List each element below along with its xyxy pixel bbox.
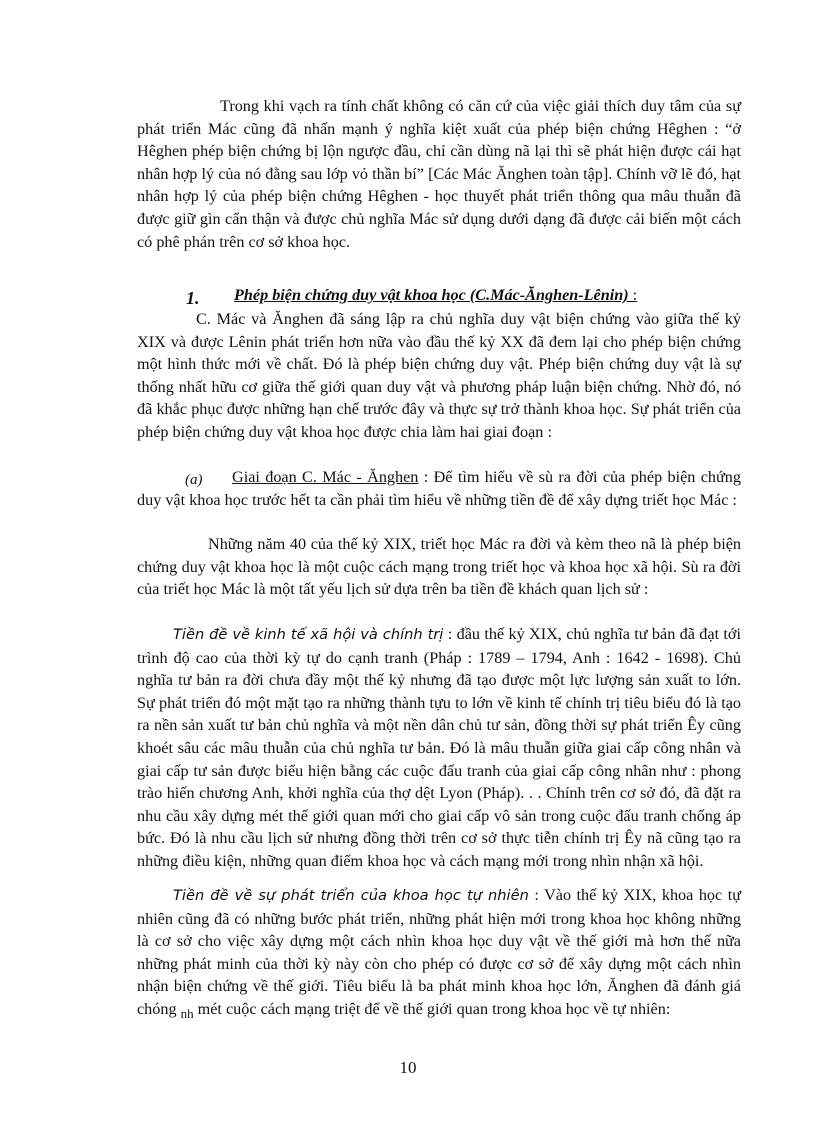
section-number: 1.: [186, 288, 200, 308]
paragraph-marx-birth: [137, 533, 741, 601]
paragraph-socioeconomic-body: [137, 623, 741, 873]
nh-fragment: nh: [180, 1005, 194, 1021]
paragraph-marx-birth-text: Những năm 40 của thế kỷ XIX, triết học Mác ra đời và kèm theo nã là phép biện chứng duy vật khoa học là một cuộc cách mạng trong triết học và khoa học xã hội. Sù ra đời của triết học Mác là một tất yếu lịch sử dựa trên ba tiền đề khách quan lịch sử :: [137, 535, 741, 599]
natural-science-text: : Vào thế kỷ XIX, khoa học tự nhiên cũng đã có những bước phát triển, những phát hiện mới trong khoa học không những là cơ sở cho việc xây dựng một cách nhìn khoa học duy vật về thế giới mà hơn thế nữa những phát minh của thời kỳ này còn cho phép có được cơ sở để xây dựng một cách nhìn nhận biện chứng về thế giới. Tiêu biểu là ba phát minh khoa học lớn, Ănghen đã đánh giá chóng: [137, 886, 741, 1018]
stage-a-paragraph: [137, 466, 741, 511]
section-title-wrap: [234, 286, 637, 305]
paragraph-natural-science-body: [137, 884, 741, 1022]
natural-science-tail: mét cuộc cách mạng triệt để về thế giới quan trong khoa học về tự nhiên:: [193, 999, 671, 1018]
natural-science-lead: Tiền đề về sự phát triển của khoa học tự nhiên: [173, 887, 529, 904]
paragraph-dialectics-text: C. Mác và Ănghen đã sáng lập ra chủ nghĩa duy vật biện chứng vào giữa thế kỷ XIX và được Lênin phát triển hơn nữa vào đầu thế kỷ XX đã đem lại cho phép biện chứng một hình thức mới về chất. Đó là phép biện chứng duy vật. Phép biện chứng duy vật là sự thống nhất hữu cơ giữa thế giới quan duy vật và phương pháp luận biện chứng. Nhờ đó, nó đã khắc phục được những hạn chế trước đây và thực sự trở thành khoa học. Sự phát triển của phép biện chứng duy vật khoa học được chia làm hai giai đoạn :: [137, 310, 741, 441]
paragraph-dialectics: [137, 308, 741, 444]
page-number: 10: [399, 1058, 417, 1077]
stage-a-text: : Để tìm hiểu về sù ra đời của phép biện chứng duy vật khoa học trước hết ta cần phải tìm hiểu về những tiền đề để xây dựng triết học Mác :: [137, 468, 741, 509]
socioeconomic-text: : đầu thế kỷ XIX, chủ nghĩa tư bản đã đạt tới trình độ cao của thời kỳ tự do cạnh tranh (Pháp : 1789 – 1794, Anh : 1642 - 1698). Chủ nghĩa tư bản ra đời chưa đầy một thế kỷ nhưng đã tạo được một lực lượng sản xuất to lớn. Sự phát triển đó một mặt tạo ra những thành tựu to lớn về kinh tế chính trị tiêu biểu đó là tạo ra nền sản xuất tư bản chủ nghĩa và một nền dân chủ tư sản, đồng thời sự phát triển Êy cũng khoét sâu các mâu thuẫn của chủ nghĩa tư bản. Đó là mâu thuẫn giữa giai cấp công nhân và giai cấp tư sản được biểu hiện bằng các cuộc đấu tranh của giai cấp công nhân như : phong trào hiến chương Anh, khởi nghĩa của thợ dệt Lyon (Pháp). . . Chính trên cơ sở đó, đã đặt ra nhu cầu xây dựng mét thế giới quan mới cho giai cấp vô sản trong cuộc đấu tranh chống áp bức. Đó là nhu cầu lịch sử nhưng đồng thời trên cơ sở thực tiễn chính trị Êy nã cũng tạo ra những điều kiện, những quan điểm khoa học và cách mạng mới trong nhìn nhận xã hội.: [137, 625, 741, 870]
paragraph-intro-text: Trong khi vạch ra tính chất không có căn cứ của việc giải thích duy tâm của sự phát triển Mác cũng đã nhấn mạnh ý nghĩa kiệt xuất của phép biện chứng Hêghen : “ở Hêghen phép biện chứng bị lộn ngược đầu, chỉ cần dùng nã lại thì sẽ phát hiện được cái hạt nhân hợp lý của nó đằng sau lớp vỏ thần bí” [Các Mác Ănghen toàn tập]. Chính vỡ lẽ đó, hạt nhân hợp lý của phép biện chứng Hêghen - học thuyết phát triển thông qua mâu thuẫn đã được giữ gìn cẩn thận và được chủ nghĩa Mác sử dụng dưới dạng đã được cải biến một cách có phê phán trên cơ sở khoa học.: [137, 97, 741, 251]
stage-a-title: Giai đoạn C. Mác - Ănghen: [232, 468, 419, 486]
stage-a-body: [137, 466, 741, 511]
paragraph-intro: [137, 95, 741, 253]
section-title-suffix: :: [628, 286, 638, 304]
paragraph-socioeconomic: [137, 623, 741, 873]
paragraph-natural-science: [137, 884, 741, 1022]
stage-a-label: (a): [185, 472, 203, 488]
socioeconomic-lead: Tiền đề về kinh tế xã hội và chính trị: [173, 626, 444, 643]
section-title: Phép biện chứng duy vật khoa học (C.Mác-Ănghen-Lênin): [234, 286, 629, 304]
